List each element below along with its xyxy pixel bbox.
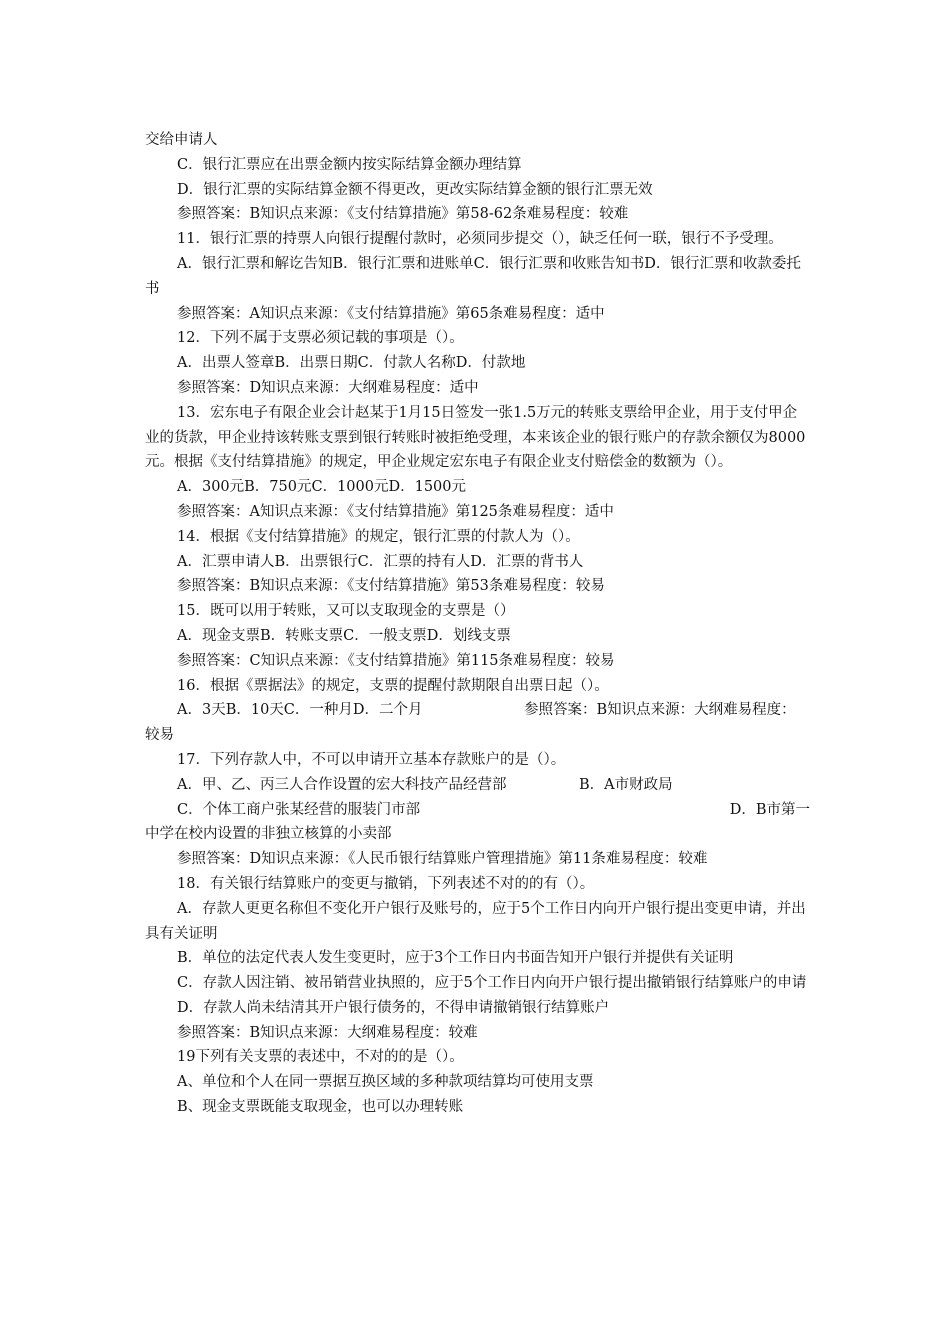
option-line: A．现金支票B．转账支票C．一般支票D．划线支票 <box>177 627 511 644</box>
question-14: 14．根据《支付结算措施》的规定，银行汇票的付款人为（）。 <box>177 528 580 545</box>
question-11: 11．银行汇票的持票人向银行提醒付款时，必须同步提交（），缺乏任何一联，银行不予受理。 <box>177 231 783 248</box>
option-row <box>145 798 810 823</box>
answer-line: 参照答案：D知识点来源：大纲难易程度：适中 <box>177 379 479 396</box>
option-line: A．汇票申请人B．出票银行C．汇票的持有人D．汇票的背书人 <box>177 553 584 570</box>
answer-line: 参照答案：B知识点来源：大纲难易程度：较难 <box>177 1024 478 1041</box>
option-answer-line: A．3天B．10天C．一种月D．二个月 参照答案：B知识点来源：大纲难易程度：较易 <box>145 702 796 744</box>
answer-line: 参照答案：C知识点来源：《支付结算措施》第115条难易程度：较易 <box>177 652 615 669</box>
option-line: A．存款人更更名称但不变化开户银行及账号的，应于5个工作日内向开户银行提出变更申请，并出具有关证明 <box>145 900 806 942</box>
answer-line: 参照答案：A知识点来源：《支付结算措施》第65条难易程度：适中 <box>177 305 605 322</box>
question-12: 12．下列不属于支票必须记载的事项是（）。 <box>177 330 464 347</box>
option-line: A．甲、乙、丙三人合作设置的宏大科技产品经营部 B．A市财政局 <box>177 776 673 793</box>
option-line: B．单位的法定代表人发生变更时，应于3个工作日内书面告知开户银行并提供有关证明 <box>177 950 734 967</box>
option-line: A、单位和个人在同一票据互换区域的多种款项结算均可使用支票 <box>177 1074 594 1091</box>
option-line: B、现金支票既能支取现金，也可以办理转账 <box>177 1099 464 1116</box>
question-16: 16．根据《票据法》的规定，支票的提醒付款期限自出票日起（）。 <box>177 677 609 694</box>
option-line: A．出票人签章B．出票日期C．付款人名称D．付款地 <box>177 355 526 372</box>
answer-line: 参照答案：B知识点来源：《支付结算措施》第53条难易程度：较易 <box>177 578 605 595</box>
answer-line: 参照答案：D知识点来源：《人民币银行结算账户管理措施》第11条难易程度：较难 <box>177 851 708 868</box>
option-d-start: D．B市第一 <box>729 801 810 818</box>
question-13: 13．宏东电子有限企业会计赵某于1月15日签发一张1.5万元的转账支票给甲企业，用于支付甲企业的货款，甲企业持该转账支票到银行转账时被拒绝受理，本来该企业的银行账户的存款余额仅为8000元。根据《支付结算措施》的规定，甲企业规定宏东电子有限企业支付赔偿金的数额为（）。 <box>145 404 806 471</box>
question-17: 17．下列存款人中，不可以申请开立基本存款账户的是（）。 <box>177 751 566 768</box>
option-line: C．银行汇票应在出票金额内按实际结算金额办理结算 <box>177 156 522 173</box>
option-c: C．个体工商户张某经营的服装门市部 <box>177 801 421 818</box>
option-d-continued: 中学在校内设置的非独立核算的小卖部 <box>145 826 392 843</box>
document-page <box>145 128 810 1120</box>
option-line: A．300元B．750元C．1000元D．1500元 <box>177 479 467 496</box>
option-line: D．存款人尚未结清其开户银行债务的，不得申请撤销银行结算账户 <box>177 999 610 1016</box>
answer-line: 参照答案：A知识点来源：《支付结算措施》第125条难易程度：适中 <box>177 503 614 520</box>
question-15: 15．既可以用于转账，又可以支取现金的支票是（） <box>177 603 515 620</box>
option-line: A．银行汇票和解讫告知B．银行汇票和进账单C．银行汇票和收账告知书D．银行汇票和收款委托书 <box>145 255 801 297</box>
option-line: C．存款人因注销、被吊销营业执照的，应于5个工作日内向开户银行提出撤销银行结算账户的申请 <box>177 975 807 992</box>
text-line: 交给申请人 <box>145 132 218 148</box>
answer-line: 参照答案：B知识点来源：《支付结算措施》第58-62条难易程度：较难 <box>177 206 629 223</box>
option-line: D．银行汇票的实际结算金额不得更改，更改实际结算金额的银行汇票无效 <box>177 181 653 198</box>
question-18: 18．有关银行结算账户的变更与撤销，下列表述不对的的有（）。 <box>177 875 595 892</box>
question-19: 19下列有关支票的表述中，不对的的是（）。 <box>177 1049 464 1066</box>
